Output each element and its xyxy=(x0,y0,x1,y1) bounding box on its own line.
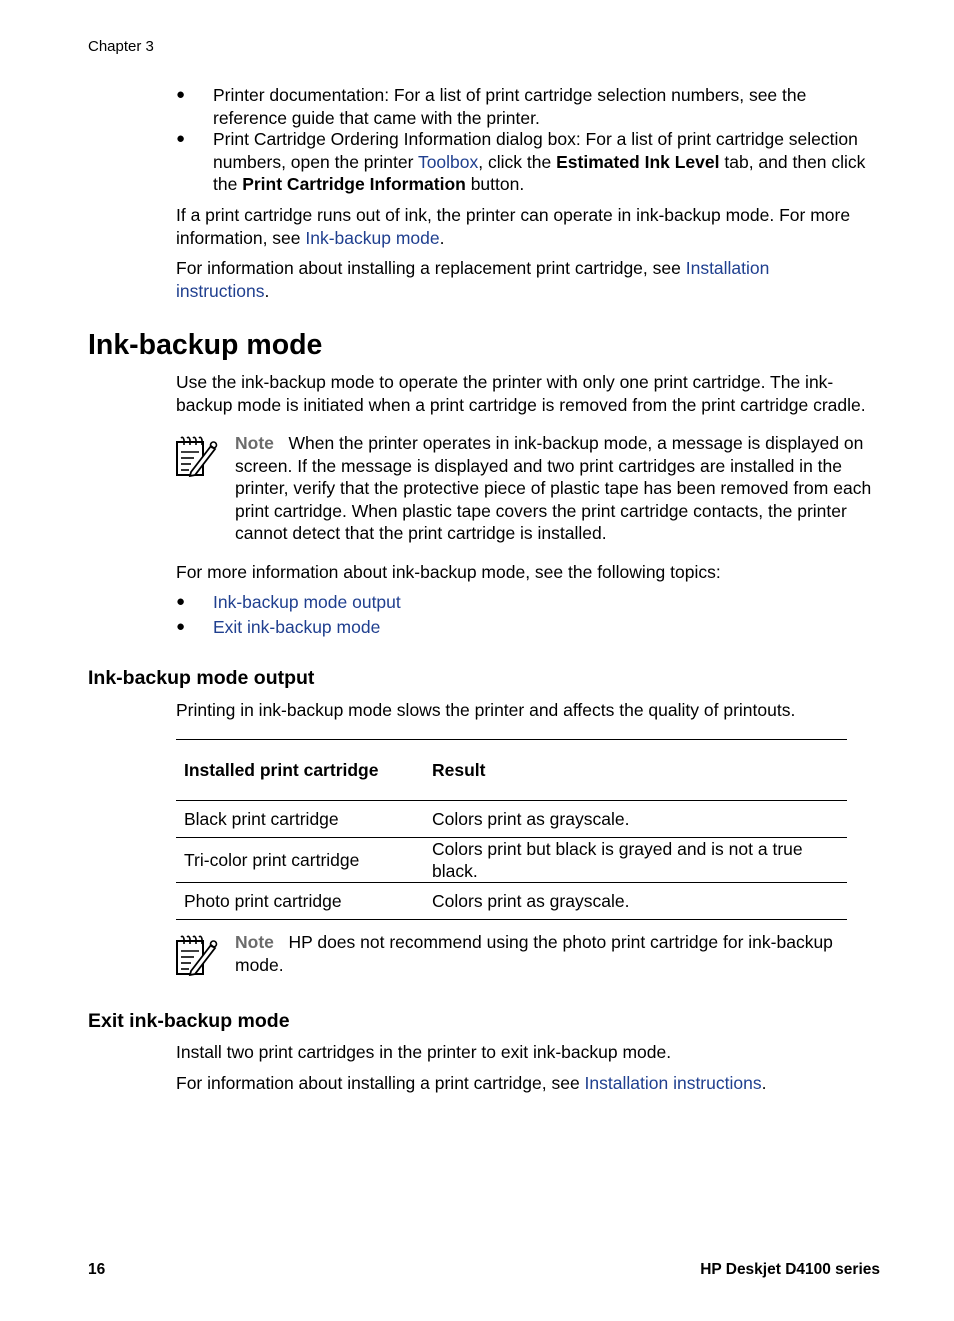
exit-paragraph-1: Install two print cartridges in the printer to exit ink-backup mode. xyxy=(176,1042,672,1062)
table-header-cell: Installed print cartridge xyxy=(176,740,424,801)
table-cell: Photo print cartridge xyxy=(176,883,424,920)
table-cell: Black print cartridge xyxy=(176,801,424,838)
note-pad-pencil-icon xyxy=(174,935,218,977)
exit-paragraph-2: For information about installing a print cartridge, see Installation instructions. xyxy=(176,1073,767,1093)
paragraph-ink-runs-out: If a print cartridge runs out of ink, the printer can operate in ink-backup mode. For more information, see Ink-backup mode. xyxy=(176,205,851,248)
toolbox-link[interactable]: Toolbox xyxy=(417,151,479,172)
topic-link-ink-backup-mode-output[interactable]: Ink-backup mode output xyxy=(213,592,401,612)
subsection-heading-exit: Exit ink-backup mode xyxy=(88,1010,290,1032)
paragraph-replacement-install: For information about installing a replacement print cartridge, see Installation instructions. xyxy=(176,258,770,301)
table-header-row xyxy=(176,740,847,801)
page-number: 16 xyxy=(88,1261,106,1278)
section-intro: Use the ink-backup mode to operate the printer with only one print cartridge. The ink-backup mode is initiated when a print cartridge is removed from the print cartridge cradle. xyxy=(176,372,866,415)
table-row xyxy=(176,838,847,883)
table-row xyxy=(176,883,847,920)
ink-backup-mode-link[interactable]: Ink-backup mode xyxy=(305,227,440,248)
footer-product-name: HP Deskjet D4100 series xyxy=(700,1261,880,1278)
installation-instructions-link[interactable]: Installation instructions xyxy=(176,258,770,301)
bullet-dot-icon: ● xyxy=(176,130,186,147)
cartridge-result-table xyxy=(176,739,847,920)
subsection-heading-output: Ink-backup mode output xyxy=(88,667,315,689)
table-cell: Colors print but black is grayed and is not a true black. xyxy=(424,838,847,883)
note-photo-cartridge: Note HP does not recommend using the photo print cartridge for ink-backup mode. xyxy=(235,932,833,975)
note-pad-pencil-icon xyxy=(174,436,218,478)
bullet-dot-icon: ● xyxy=(176,86,186,103)
running-header-chapter: Chapter 3 xyxy=(88,38,154,55)
bullet-item-ordering-info: Print Cartridge Ordering Information dialog box: For a list of print cartridge selection numbers, open the printer Toolbox, click the Estimated Ink Level tab, and then click the Print Cartridge Information button. xyxy=(213,129,866,194)
table-row xyxy=(176,801,847,838)
bullet-dot-icon: ● xyxy=(176,618,186,635)
note-ink-backup-message: Note When the printer operates in ink-backup mode, a message is displayed on screen. If the message is displayed and two print cartridges are installed in the printer, verify that the protective piece of plastic tape has been removed from each print cartridge. When plastic tape covers the print cartridge contacts, the printer cannot detect that the print cartridge is installed. xyxy=(235,433,872,543)
table-cell: Colors print as grayscale. xyxy=(424,801,847,838)
installation-instructions-link[interactable]: Installation instructions xyxy=(584,1073,762,1093)
table-cell: Colors print as grayscale. xyxy=(424,883,847,920)
topics-intro: For more information about ink-backup mode, see the following topics: xyxy=(176,562,721,582)
output-intro: Printing in ink-backup mode slows the printer and affects the quality of printouts. xyxy=(176,700,796,720)
bullet-dot-icon: ● xyxy=(176,593,186,610)
bullet-item-printer-documentation: Printer documentation: For a list of print cartridge selection numbers, see the reference guide that came with the printer. xyxy=(213,85,807,128)
topic-link-exit-ink-backup-mode[interactable]: Exit ink-backup mode xyxy=(213,617,381,637)
section-heading-ink-backup-mode: Ink-backup mode xyxy=(88,329,323,361)
table-header-cell: Result xyxy=(424,740,847,801)
table-cell: Tri-color print cartridge xyxy=(176,838,424,883)
